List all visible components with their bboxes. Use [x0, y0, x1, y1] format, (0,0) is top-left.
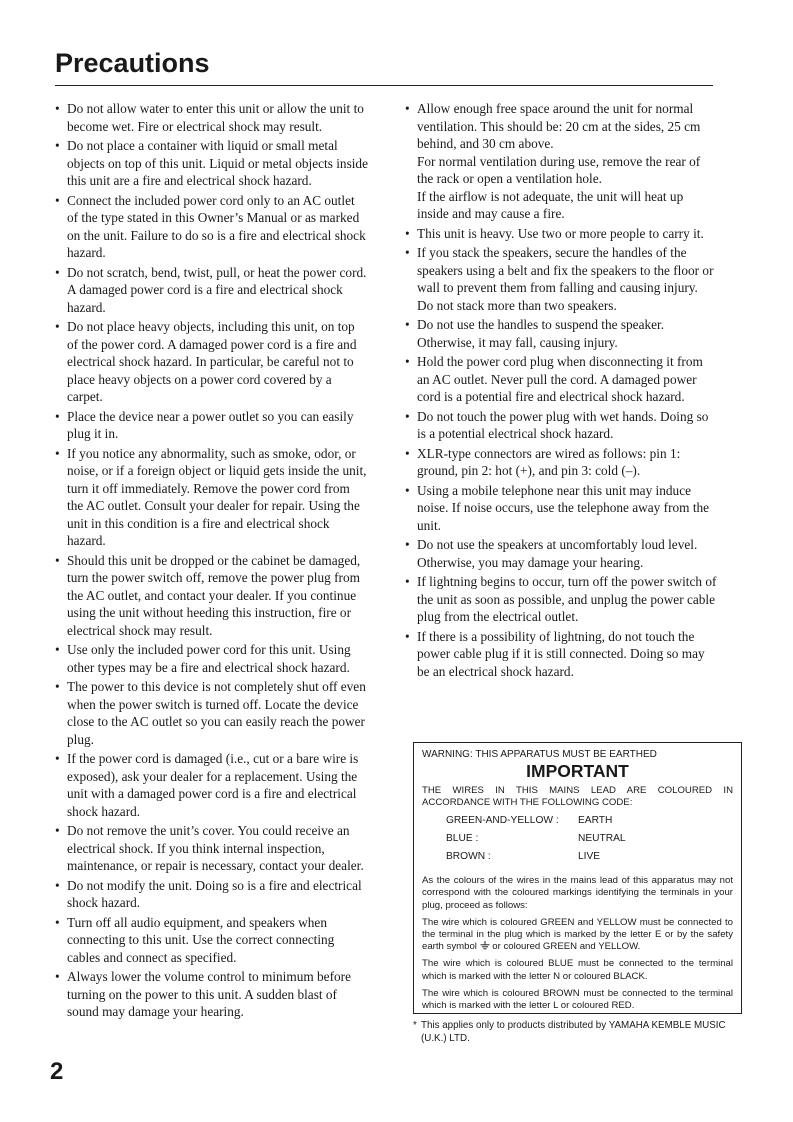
precaution-text: • If there is a possibility of lightning, do not touch the power cable plug if it is still connected. Doing so may be an electrical shock hazard.: [417, 628, 705, 679]
warning-text: The wire which is coloured GREEN and YELLOW must be connected to the terminal in the plug which is marked by the letter E or by the safety earth symbol: [422, 916, 733, 953]
earthing-warning-box: [413, 742, 742, 1014]
precaution-text: • If lightning begins to occur, turn off the power switch of the unit as soon as possible, and unplug the power cable plug from the electrical outlet.: [417, 574, 717, 624]
precaution-item: [55, 137, 368, 190]
precaution-text: • Allow enough free space around the unit for normal ventilation. This should be: 20 cm at the sides, 25 cm behind, and 30 cm above.: [417, 101, 701, 151]
wire-colour: GREEN-AND-YELLOW :: [446, 814, 559, 826]
precaution-item: [405, 100, 717, 223]
precaution-item: [405, 482, 717, 535]
wire-code-table: [446, 815, 626, 870]
precaution-item: [55, 264, 368, 317]
precaution-item: [405, 316, 717, 351]
precaution-text: • If you notice any abnormality, such as smoke, odor, or noise, or if a foreign object or liquid gets inside the unit, turn it off immediately. Remove the power cord from the AC outlet. Consult your dealer for repair. Using the unit in this condition is a fire and electrical shock hazard.: [67, 445, 367, 548]
precaution-text: • Do not remove the unit’s cover. You could receive an electrical shock. If you think internal inspection, maintenance, or repair is necessary, contact your dealer.: [67, 823, 364, 873]
safety-earth-icon: [480, 941, 490, 950]
precaution-text: • If the power cord is damaged (i.e., cut or a bare wire is exposed), ask your dealer for a replacement. Using the unit with a damaged power cord is a fire and electrical shock hazard.: [67, 751, 359, 819]
precaution-text: • XLR-type connectors are wired as follows: pin 1: ground, pin 2: hot (+), and pin 3: cold (–).: [417, 445, 681, 478]
precaution-text: • Do not scratch, bend, twist, pull, or heat the power cord. A damaged power cord is a fire and electrical shock hazard.: [67, 264, 367, 315]
wire-code-intro: THE WIRES IN THIS MAINS LEAD ARE COLOURED IN ACCORDANCE WITH THE FOLLOWING CODE:: [422, 785, 733, 809]
precaution-item: [405, 536, 717, 571]
footnote-marker: *: [413, 1020, 417, 1031]
warning-paragraph: The wire which is coloured BROWN must be connected to the terminal which is marked with the letter L or coloured RED.: [422, 987, 733, 1012]
warning-line: WARNING: THIS APPARATUS MUST BE EARTHED: [422, 749, 657, 760]
precaution-text: • Use only the included power cord for this unit. Using other types may be a fire and electrical shock hazard.: [67, 642, 351, 675]
precaution-item: [55, 678, 368, 748]
wire-code-row: [446, 851, 626, 869]
precaution-text: • This unit is heavy. Use two or more people to carry it.: [417, 225, 704, 241]
precaution-item: [405, 244, 717, 314]
precaution-text: • If you stack the speakers, secure the handles of the speakers using a belt and fix the speakers to the floor or wall to prevent them from falling and causing injury. Do not stack more than two speakers.: [417, 245, 714, 313]
precaution-text: • Do not allow water to enter this unit or allow the unit to become wet. Fire or electrical shock may result.: [67, 101, 364, 134]
precaution-item: [405, 573, 717, 626]
warning-text: or coloured GREEN and YELLOW.: [492, 941, 641, 953]
footnote: [413, 1019, 743, 1045]
precaution-item: [55, 445, 368, 550]
precaution-text: • Always lower the volume control to minimum before turning on the power to this unit. A sudden blast of sound may damage your hearing.: [67, 969, 351, 1019]
footnote-text: This applies only to products distributed by YAMAHA KEMBLE MUSIC (U.K.) LTD.: [421, 1020, 726, 1044]
precaution-text: • Place the device near a power outlet so you can easily plug it in.: [67, 408, 354, 441]
wire-meaning: NEUTRAL: [578, 832, 626, 844]
warning-paragraph: The wire which is coloured BLUE must be connected to the terminal which is marked with the letter N or coloured BLACK.: [422, 958, 733, 982]
wire-meaning: LIVE: [578, 851, 601, 863]
wire-colour: BLUE :: [446, 832, 479, 844]
precaution-text: • Using a mobile telephone near this unit may induce noise. If noise occurs, use the telephone away from the unit.: [417, 482, 710, 533]
precaution-item: [55, 408, 368, 443]
precaution-item: [405, 628, 717, 681]
precaution-text: • Do not place heavy objects, including this unit, on top of the power cord. A damaged power cord is a fire and electrical shock hazard. In particular, be careful not to place heavy objects on a power cord covered by a carpet.: [67, 319, 357, 404]
title-divider: [55, 85, 713, 86]
precaution-text: • Should this unit be dropped or the cabinet be damaged, turn the power switch off, remove the power plug from the AC outlet, and contact your dealer. If you continue using the unit without heeding this instruction, fire or electrical shock may result.: [67, 552, 361, 638]
precaution-item: [405, 445, 717, 480]
page-title: Precautions: [55, 48, 210, 78]
precaution-item: [55, 100, 368, 135]
precaution-item: [55, 641, 368, 676]
precaution-text: • Hold the power cord plug when disconnecting it from an AC outlet. Never pull the cord. A damaged power cord is a potential fire and electrical shock hazard.: [417, 354, 703, 404]
precaution-item: [55, 822, 368, 875]
precaution-item: [55, 968, 368, 1021]
precaution-text: • Turn off all audio equipment, and speakers when connecting to this unit. Use the correct connecting cables and connect as specified.: [67, 914, 335, 965]
precaution-text: • Do not use the speakers at uncomfortably loud level. Otherwise, you may damage your hearing.: [417, 537, 698, 570]
warning-heading: IMPORTANT: [526, 761, 629, 782]
precaution-text: • Do not touch the power plug with wet hands. Doing so is a potential electrical shock hazard.: [417, 408, 709, 441]
precaution-item: [55, 750, 368, 820]
warning-paragraph: [422, 917, 733, 954]
precaution-item: [55, 192, 368, 262]
precaution-item: [55, 877, 368, 912]
wire-colour: BROWN :: [446, 851, 491, 863]
page-number: 2: [50, 1058, 64, 1085]
precaution-text: • Connect the included power cord only to an AC outlet of the type stated in this Owner’s Manual or as marked on the unit. Failure to do so is a fire and electrical shock hazard.: [67, 192, 366, 260]
wire-code-row: [446, 833, 626, 851]
precaution-text: • The power to this device is not completely shut off even when the power switch is turned off. Locate the device close to the AC outlet so you can easily reach the power plug.: [67, 679, 366, 747]
precaution-item: [55, 552, 368, 640]
precaution-item: [55, 318, 368, 406]
precaution-item: [55, 914, 368, 967]
precaution-text: If the airflow is not adequate, the unit will heat up inside and may cause a fire.: [417, 188, 684, 221]
precaution-text: • Do not place a container with liquid or small metal objects on top of this unit. Liquid or metal objects inside this unit are a fire and electrical shock hazard.: [67, 138, 368, 188]
precaution-text: • Do not use the handles to suspend the speaker. Otherwise, it may fall, causing injury.: [417, 317, 665, 350]
precaution-text: For normal ventilation during use, remove the rear of the rack or open a ventilation hole.: [417, 153, 701, 186]
warning-paragraph: As the colours of the wires in the mains lead of this apparatus may not correspond with the coloured markings identifying the terminals in your plug, proceed as follows:: [422, 875, 733, 911]
precaution-item: [405, 225, 717, 243]
right-column: [405, 100, 717, 682]
precaution-item: [405, 408, 717, 443]
wire-meaning: EARTH: [578, 814, 613, 826]
left-column: [55, 100, 368, 1023]
precaution-item: [405, 353, 717, 406]
precaution-text: • Do not modify the unit. Doing so is a fire and electrical shock hazard.: [67, 877, 362, 910]
wire-code-row: [446, 815, 626, 833]
